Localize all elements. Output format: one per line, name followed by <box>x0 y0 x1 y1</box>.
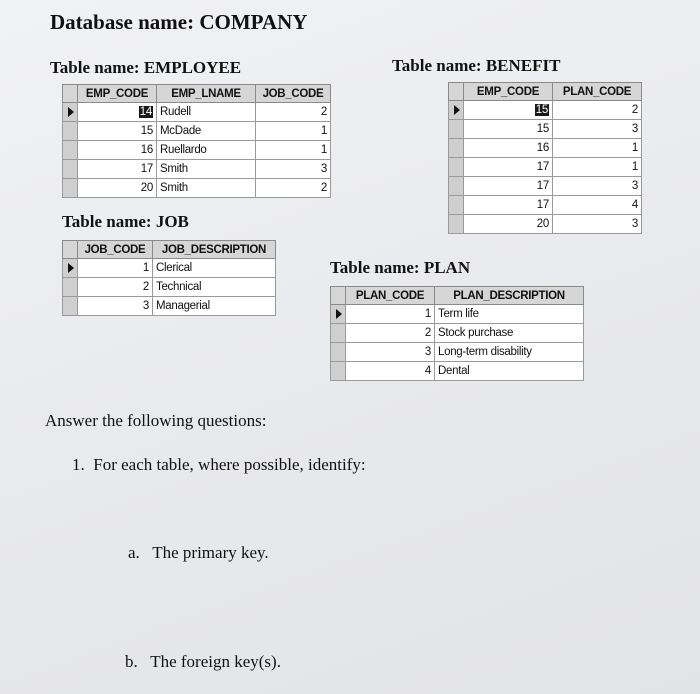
current-row-arrow-icon <box>454 105 460 115</box>
table-row[interactable] <box>449 215 642 234</box>
emp-code-cell[interactable]: 15 <box>464 120 553 139</box>
plan-code-cell[interactable]: 1 <box>346 305 435 324</box>
plan-table <box>330 286 584 381</box>
job-description-cell[interactable]: Managerial <box>153 297 276 316</box>
table-row[interactable] <box>449 101 642 120</box>
current-row-arrow-icon <box>336 309 342 319</box>
plan-description-cell[interactable]: Long-term disability <box>435 343 584 362</box>
table-row[interactable] <box>449 177 642 196</box>
emp-code-cell[interactable]: 15 <box>464 101 553 120</box>
current-row-arrow-icon <box>68 263 74 273</box>
table-row[interactable] <box>63 122 331 141</box>
question-1b: b. The foreign key(s). <box>125 652 281 671</box>
plan-code-cell[interactable]: 3 <box>553 120 642 139</box>
questions-intro: Answer the following questions: <box>45 411 267 430</box>
plan-code-cell[interactable]: 4 <box>553 196 642 215</box>
job-table <box>62 240 276 316</box>
column-header[interactable]: EMP_LNAME <box>157 85 256 103</box>
job-code-cell[interactable]: 1 <box>78 259 153 278</box>
emp-code-cell[interactable]: 16 <box>78 141 157 160</box>
emp-code-cell[interactable]: 20 <box>78 179 157 198</box>
emp-lname-cell[interactable]: Smith <box>157 160 256 179</box>
column-header[interactable]: JOB_DESCRIPTION <box>153 241 276 259</box>
job-code-cell[interactable]: 1 <box>256 122 331 141</box>
row-selector[interactable] <box>449 158 464 177</box>
row-selector[interactable] <box>449 196 464 215</box>
emp-lname-cell[interactable]: McDade <box>157 122 256 141</box>
row-selector[interactable] <box>331 305 346 324</box>
table-row[interactable] <box>449 158 642 177</box>
row-selector[interactable] <box>449 120 464 139</box>
row-selector-header <box>63 241 78 259</box>
emp-code-cell[interactable]: 17 <box>464 196 553 215</box>
plan-code-cell[interactable]: 2 <box>346 324 435 343</box>
column-header[interactable]: PLAN_CODE <box>553 83 642 101</box>
emp-code-cell[interactable]: 17 <box>464 177 553 196</box>
column-header[interactable]: PLAN_DESCRIPTION <box>435 287 584 305</box>
row-selector[interactable] <box>331 324 346 343</box>
table-row[interactable] <box>63 297 276 316</box>
table-row[interactable] <box>449 120 642 139</box>
plan-code-cell[interactable]: 1 <box>553 158 642 177</box>
job-code-cell[interactable]: 3 <box>256 160 331 179</box>
plan-header-row <box>331 287 584 305</box>
employee-table <box>62 84 331 198</box>
plan-code-cell[interactable]: 3 <box>346 343 435 362</box>
row-selector-header <box>331 287 346 305</box>
plan-description-cell[interactable]: Term life <box>435 305 584 324</box>
plan-code-cell[interactable]: 3 <box>553 215 642 234</box>
table-row[interactable] <box>449 139 642 158</box>
row-selector[interactable] <box>449 215 464 234</box>
plan-code-cell[interactable]: 4 <box>346 362 435 381</box>
row-selector-header <box>449 83 464 101</box>
database-title: Database name: COMPANY <box>50 10 308 34</box>
column-header[interactable]: JOB_CODE <box>256 85 331 103</box>
emp-code-cell[interactable]: 14 <box>78 103 157 122</box>
plan-description-cell[interactable]: Dental <box>435 362 584 381</box>
row-selector[interactable] <box>63 122 78 141</box>
job-description-cell[interactable]: Technical <box>153 278 276 297</box>
table-row[interactable] <box>331 305 584 324</box>
row-selector[interactable] <box>449 139 464 158</box>
table-row[interactable] <box>63 278 276 297</box>
table-row[interactable] <box>63 179 331 198</box>
column-header[interactable]: JOB_CODE <box>78 241 153 259</box>
row-selector[interactable] <box>331 362 346 381</box>
question-1: 1. For each table, where possible, identify: <box>72 455 366 474</box>
job-code-cell[interactable]: 2 <box>78 278 153 297</box>
employee-table-label: Table name: EMPLOYEE <box>50 58 242 77</box>
column-header[interactable]: EMP_CODE <box>464 83 553 101</box>
table-row[interactable] <box>449 196 642 215</box>
benefit-table-label: Table name: BENEFIT <box>392 56 561 75</box>
job-code-cell[interactable]: 3 <box>78 297 153 316</box>
job-code-cell[interactable]: 2 <box>256 103 331 122</box>
emp-code-cell[interactable]: 20 <box>464 215 553 234</box>
job-description-cell[interactable]: Clerical <box>153 259 276 278</box>
row-selector[interactable] <box>63 160 78 179</box>
current-row-arrow-icon <box>68 107 74 117</box>
row-selector[interactable] <box>331 343 346 362</box>
emp-code-cell[interactable]: 15 <box>78 122 157 141</box>
plan-code-cell[interactable]: 3 <box>553 177 642 196</box>
question-1a: a. The primary key. <box>128 543 269 562</box>
emp-lname-cell[interactable]: Rudell <box>157 103 256 122</box>
job-header-row <box>63 241 276 259</box>
table-row[interactable] <box>331 343 584 362</box>
table-row[interactable] <box>63 160 331 179</box>
row-selector[interactable] <box>63 141 78 160</box>
table-row[interactable] <box>63 141 331 160</box>
row-selector[interactable] <box>63 297 78 316</box>
column-header[interactable]: EMP_CODE <box>78 85 157 103</box>
row-selector-header <box>63 85 78 103</box>
plan-table-label: Table name: PLAN <box>330 258 471 277</box>
table-row[interactable] <box>331 362 584 381</box>
row-selector[interactable] <box>63 278 78 297</box>
plan-code-cell[interactable]: 1 <box>553 139 642 158</box>
plan-description-cell[interactable]: Stock purchase <box>435 324 584 343</box>
benefit-header-row <box>449 83 642 101</box>
row-selector[interactable] <box>63 103 78 122</box>
job-code-cell[interactable]: 1 <box>256 141 331 160</box>
row-selector[interactable] <box>63 259 78 278</box>
table-row[interactable] <box>63 103 331 122</box>
job-table-label: Table name: JOB <box>62 212 189 231</box>
row-selector[interactable] <box>449 101 464 120</box>
row-selector[interactable] <box>449 177 464 196</box>
table-row[interactable] <box>63 259 276 278</box>
row-selector[interactable] <box>63 179 78 198</box>
benefit-table <box>448 82 642 234</box>
emp-code-cell[interactable]: 17 <box>78 160 157 179</box>
emp-lname-cell[interactable]: Smith <box>157 179 256 198</box>
emp-code-cell[interactable]: 16 <box>464 139 553 158</box>
emp-lname-cell[interactable]: Ruellardo <box>157 141 256 160</box>
emp-code-cell[interactable]: 17 <box>464 158 553 177</box>
job-code-cell[interactable]: 2 <box>256 179 331 198</box>
table-row[interactable] <box>331 324 584 343</box>
plan-code-cell[interactable]: 2 <box>553 101 642 120</box>
employee-header-row <box>63 85 331 103</box>
column-header[interactable]: PLAN_CODE <box>346 287 435 305</box>
